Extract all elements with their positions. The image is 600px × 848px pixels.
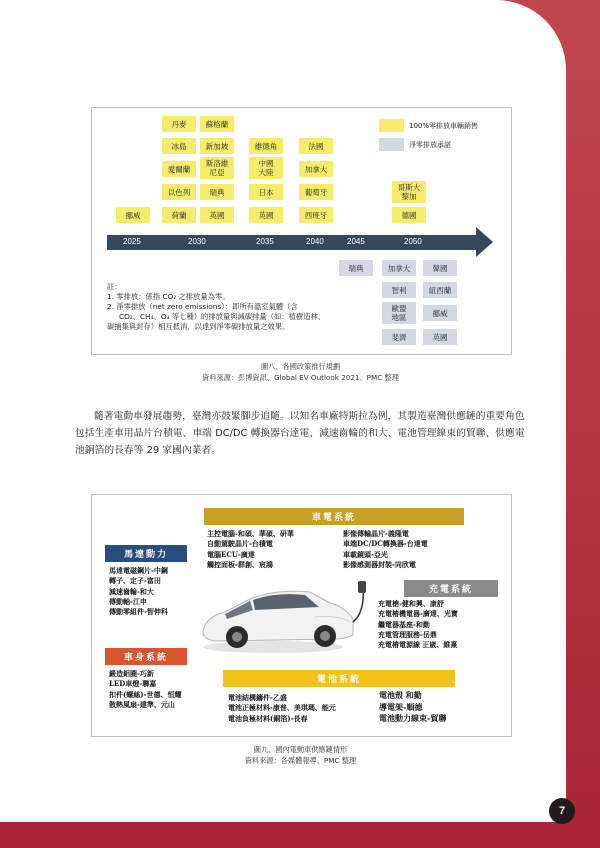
country-cell: 日本 [249, 184, 283, 200]
timeline-year: 2025 [123, 237, 141, 246]
list-item: 電池結構鑄件-乙盛 [228, 693, 287, 702]
timeline-year: 2040 [306, 237, 324, 246]
country-cell: 瑞典 [200, 184, 234, 200]
section-header-body: 車身系統 [105, 648, 187, 665]
figure-9-caption: 圖九、國內電動車供應鏈情形 [253, 745, 348, 754]
timeline-year: 2035 [256, 237, 274, 246]
figure-supply-chain [91, 494, 512, 737]
list-item: 電池正極材料-康普、美琪瑪、能元 [228, 703, 336, 713]
country-cell: 英國 [249, 207, 283, 223]
list-item: 傳動軸-江申 [109, 596, 147, 606]
note-2-cont: CO₂、CH₄、O₃ 等七種）的排放量與減碳排量（如：植樹造林、 [119, 312, 326, 321]
list-item: LED車燈-聯嘉 [109, 679, 157, 689]
country-cell-net-zero: 智利 [382, 282, 416, 298]
country-cell-net-zero: 挪威 [423, 305, 457, 321]
country-cell-net-zero: 加拿大 [382, 260, 416, 276]
list-item: 傳動零組件-智伸科 [109, 607, 168, 617]
battery-list-right [379, 690, 446, 725]
list-item: 散熱風扇-建準、元山 [109, 699, 175, 709]
list-item: 自動駕駛晶片-台積電 [207, 539, 273, 549]
list-item: 車載鏡頭-亞光 [343, 549, 388, 559]
list-item: 繼電器基座-和勤 [378, 619, 430, 629]
section-header-motor: 馬達動力 [105, 545, 187, 562]
country-cell: 中國 大陸 [249, 157, 283, 179]
list-item: 轉子、定子-富田 [109, 576, 161, 586]
country-cell: 加拿大 [299, 161, 333, 177]
list-item: 馬達電磁鋼片-中鋼 [109, 566, 168, 575]
section-header-charging: 充電系統 [404, 580, 498, 597]
body-paragraph: 隨著電動車發展趨勢，臺灣亦鼓緊腳步追隨。以知名車廠特斯拉為例，其製造臺灣供應鏈的重要角色包括生產車用晶片台積電、車端 DC/DC 轉換器台達電、減速齒輪的和大、電池管理線束的貿聯、供應電池銅箔的長春等 29 家國內業者。 [75, 411, 525, 456]
list-item: 扣件(螺絲)-世德、恒耀 [109, 689, 182, 699]
country-cell: 蘇格蘭 [200, 116, 234, 132]
list-item: 充電樁電源線 正崴、維熹 [378, 640, 458, 650]
country-cell-net-zero: 瑞典 [339, 260, 373, 276]
list-item: 車端DC/DC轉換器-台達電 [343, 539, 428, 549]
timeline-year: 2045 [347, 237, 365, 246]
charging-list [378, 599, 458, 650]
country-cell: 冰島 [162, 138, 196, 154]
legend-swatch-zero-emission [379, 119, 404, 132]
figure-8-caption: 圖八、各國政策推行規劃 [260, 362, 341, 371]
list-item: 減速齒輪-和大 [109, 586, 154, 596]
list-item: 電池動力線束-貿聯 [379, 713, 447, 723]
car-electronics-list-right [343, 529, 428, 570]
country-cell: 哥斯大 黎加 [392, 181, 426, 203]
list-item: 充電樁機電器-廣達、光寶 [378, 609, 458, 619]
car-electronics-list-left [207, 529, 294, 570]
country-cell: 葡萄牙 [299, 184, 333, 200]
note-2: 2. 淨零排放（net zero emissions）：即所有溫室氣體（含 [107, 302, 298, 311]
country-cell: 英國 [200, 207, 234, 223]
timeline-year: 2050 [404, 237, 422, 246]
section-header-car-electronics: 車電系統 [204, 508, 464, 525]
list-item: 影像感測器封裝-同欣電 [343, 559, 416, 569]
electric-car-illustration [195, 577, 375, 657]
notes-title: 註： [107, 282, 122, 291]
legend-swatch-net-zero [379, 138, 404, 151]
list-item: 主控電腦-和碩、華碩、研華 [207, 529, 294, 538]
timeline-arrow-head [476, 227, 493, 257]
figure-policy-timeline [91, 107, 512, 355]
motor-list [109, 566, 168, 617]
country-cell: 荷蘭 [162, 207, 196, 223]
country-cell: 斯洛維 尼亞 [200, 157, 234, 179]
country-cell: 德國 [392, 207, 426, 223]
list-item: 觸控面板-群創、宸鴻 [207, 559, 273, 569]
country-cell: 法國 [299, 138, 333, 154]
legend-label-net-zero: 淨零排放承諾 [409, 141, 451, 149]
battery-list-left [228, 693, 336, 724]
country-cell: 挪威 [116, 207, 150, 223]
figure-notes [107, 282, 377, 332]
list-item: 電池負極材料(銅箔)-長春 [228, 713, 308, 723]
country-cell: 西班牙 [299, 207, 333, 223]
country-cell: 丹麥 [162, 116, 196, 132]
legend-label-zero-emission: 100%零排放車輛銷售 [409, 122, 479, 130]
note-2-cont: 碳捕集與封存）相互抵消，以達到淨零碳排放量之效果。 [107, 322, 290, 331]
note-1: 1. 零排放：係指 CO₂ 之排放量為零。 [107, 292, 230, 301]
list-item: 鍛造鋁圈-巧新 [109, 669, 154, 678]
list-item: 電池殼 和勤 [379, 690, 422, 700]
list-item: 充電管理服務-岳鼎 [378, 629, 437, 639]
timeline-year: 2030 [188, 237, 206, 246]
country-cell-net-zero: 英國 [423, 329, 457, 345]
figure-8-source: 資料來源：彭博資訊、Global EV Outlook 2021、PMC 整理 [202, 373, 399, 382]
country-cell: 以色列 [162, 184, 196, 200]
list-item: 導電架-順德 [379, 701, 423, 712]
list-item: 影像傳輸晶片-義隆電 [343, 529, 409, 538]
figure-9-source: 資料來源：各媒體報導、PMC 整理 [244, 756, 357, 765]
country-cell: 愛爾蘭 [162, 161, 196, 177]
country-cell-net-zero: 紐西蘭 [423, 282, 457, 298]
body-list [109, 669, 182, 710]
country-cell: 新加坡 [200, 138, 234, 154]
list-item: 充電槍-健和興、康舒 [378, 599, 444, 608]
country-cell-net-zero: 韓國 [423, 260, 457, 276]
list-item: 電腦ECU-廣達 [207, 549, 255, 559]
country-cell-net-zero: 歐盟 地區 [382, 302, 416, 324]
page-number: 7 [549, 798, 575, 824]
country-cell: 維德角 [249, 138, 283, 154]
section-header-battery: 電池系統 [223, 670, 455, 687]
country-cell-net-zero: 斐濟 [382, 329, 416, 345]
